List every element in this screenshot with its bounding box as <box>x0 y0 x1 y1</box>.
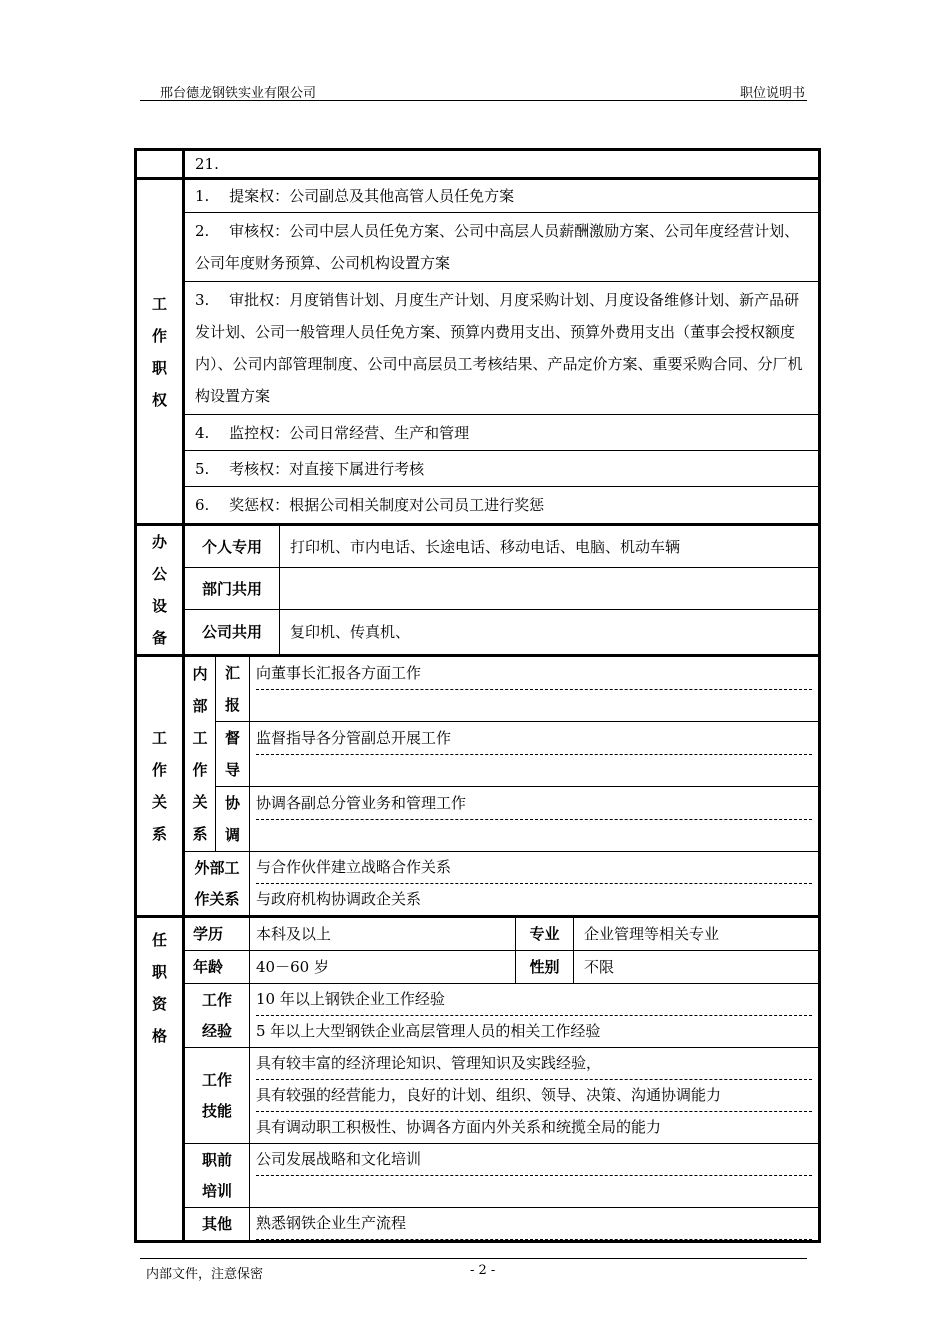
equipment-label: 个人专用 <box>184 525 280 568</box>
training-line <box>256 1176 812 1207</box>
internal-relations-label: 内 部 工 作 关 系 <box>184 656 216 852</box>
authority-item: 1. 提案权：公司副总及其他高管人员任免方案 <box>184 179 820 213</box>
page-header <box>140 80 807 101</box>
relation-line: 向董事长汇报各方面工作 <box>256 658 812 690</box>
experience-line: 5 年以上大型钢铁企业高层管理人员的相关工作经验 <box>256 1022 601 1040</box>
relation-line <box>256 755 812 786</box>
authority-item: 3. 审批权：月度销售计划、月度生产计划、月度采购计划、月度设备维修计划、新产品研发计划、公司一般管理人员任免方案、预算内费用支出、预算外费用支出（董事会授权额度内）、公司内部管理制度、公司中高层员工考核结果、产品定价方案、重要采购合同、分厂机构设置方案 <box>184 282 820 415</box>
job-description-table <box>134 148 821 1243</box>
education-value: 本科及以上 <box>250 917 516 951</box>
relation-line: 监督指导各分管副总开展工作 <box>256 723 812 755</box>
company-name: 邢台德龙钢铁实业有限公司 <box>160 86 317 101</box>
gender-label: 性别 <box>516 951 574 984</box>
relation-line: 协调各副总分管业务和管理工作 <box>256 788 812 820</box>
relation-type-label: 协 调 <box>216 787 250 852</box>
equipment-value: 复印机、传真机、 <box>280 610 820 656</box>
external-relation-line: 与合作伙伴建立战略合作关系 <box>256 852 812 884</box>
relation-type-label: 督 导 <box>216 722 250 787</box>
equipment-section-title: 办 公 设 备 <box>136 525 184 656</box>
authority-item: 4. 监控权：公司日常经营、生产和管理 <box>184 415 820 451</box>
training-label: 职前培训 <box>184 1144 250 1208</box>
gender-value: 不限 <box>574 951 820 984</box>
major-label: 专业 <box>516 917 574 951</box>
skills-label: 工作技能 <box>184 1048 250 1144</box>
external-relations-label: 外部工作关系 <box>184 852 250 917</box>
authority-item: 6. 奖惩权：根据公司相关制度对公司员工进行奖惩 <box>184 487 820 525</box>
other-line: 熟悉钢铁企业生产流程 <box>256 1208 812 1240</box>
page-number: - 2 - <box>470 1263 496 1278</box>
relation-line <box>256 690 812 721</box>
authority-item: 2. 审核权：公司中层人员任免方案、公司中高层人员薪酬激励方案、公司年度经营计划、公司年度财务预算、公司机构设置方案 <box>184 213 820 282</box>
relation-type-label: 汇 报 <box>216 656 250 722</box>
skills-line: 具有较强的经营能力，良好的计划、组织、领导、决策、沟通协调能力 <box>256 1080 812 1112</box>
qualifications-section-title: 任 职 资 格 <box>136 917 184 1242</box>
education-label: 学历 <box>184 917 250 951</box>
experience-line: 10 年以上钢铁企业工作经验 <box>256 984 812 1016</box>
blank-section-cell <box>136 150 184 179</box>
major-value: 企业管理等相关专业 <box>574 917 820 951</box>
confidential-note: 内部文件，注意保密 <box>146 1267 264 1282</box>
experience-label: 工作经验 <box>184 984 250 1048</box>
age-label: 年龄 <box>184 951 250 984</box>
other-label: 其他 <box>184 1208 250 1242</box>
equipment-label: 部门共用 <box>184 568 280 610</box>
authority-section-title: 工 作 职 权 <box>136 179 184 525</box>
authority-item: 5. 考核权：对直接下属进行考核 <box>184 451 820 487</box>
skills-line: 具有调动职工积极性、协调各方面内外关系和统揽全局的能力 <box>256 1118 662 1136</box>
equipment-value <box>280 568 820 610</box>
equipment-label: 公司共用 <box>184 610 280 656</box>
continued-item: 21. <box>184 150 820 179</box>
equipment-value: 打印机、市内电话、长途电话、移动电话、电脑、机动车辆 <box>280 525 820 568</box>
page-footer <box>140 1258 807 1283</box>
relation-line <box>256 820 812 851</box>
training-line: 公司发展战略和文化培训 <box>256 1144 812 1176</box>
relations-section-title: 工 作 关 系 <box>136 656 184 917</box>
skills-line: 具有较丰富的经济理论知识、管理知识及实践经验， <box>256 1048 812 1080</box>
document-title: 职位说明书 <box>739 86 805 101</box>
external-relation-line: 与政府机构协调政企关系 <box>256 890 422 908</box>
age-value: 40－60 岁 <box>250 951 516 984</box>
